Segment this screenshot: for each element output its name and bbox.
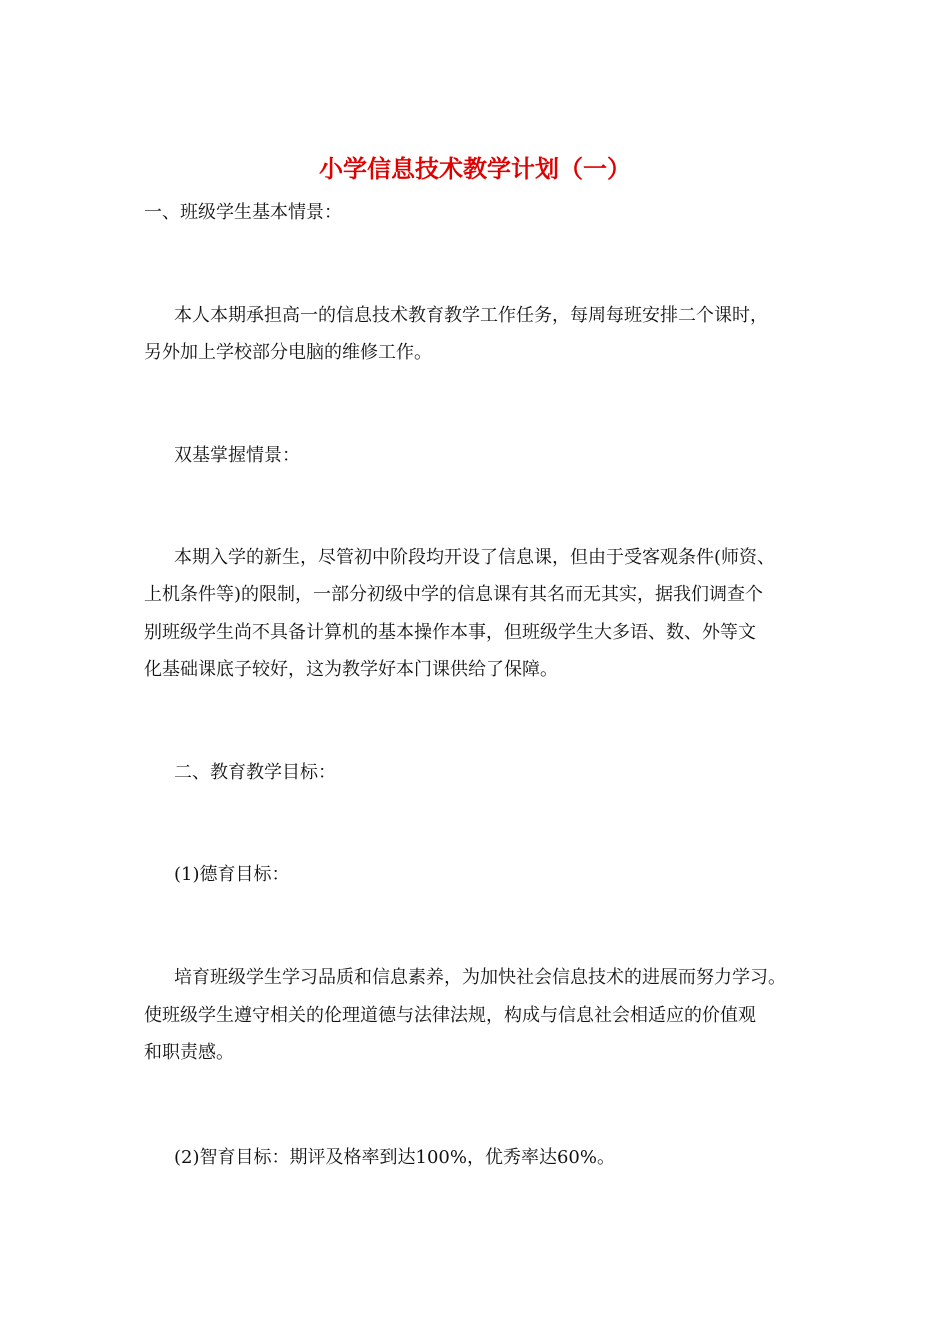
- paragraph-line: 别班级学生尚不具备计算机的基本操作本事，但班级学生大多语、数、外等文: [144, 622, 756, 643]
- paragraph-line: 培育班级学生学习品质和信息素养，为加快社会信息技术的进展而努力学习。: [174, 967, 786, 988]
- paragraph-line: 本期入学的新生，尽管初中阶段均开设了信息课，但由于受客观条件(师资、: [174, 547, 776, 568]
- paragraph-line: 和职责感。: [144, 1042, 234, 1063]
- paragraph-line: 化基础课底子较好，这为教学好本门课供给了保障。: [144, 659, 558, 680]
- goal-heading-moral: (1)德育目标：: [174, 864, 290, 885]
- document-title: 小学信息技术教学计划（一）: [319, 155, 631, 183]
- paragraph-line: 使班级学生遵守相关的伦理道德与法律法规，构成与信息社会相适应的价值观: [144, 1005, 756, 1026]
- paragraph-line: 上机条件等)的限制，一部分初级中学的信息课有其名而无其实，据我们调查个: [144, 584, 764, 605]
- paragraph-line: 本人本期承担高一的信息技术教育教学工作任务，每周每班安排二个课时，: [174, 305, 768, 326]
- paragraph-line: 另外加上学校部分电脑的维修工作。: [144, 342, 432, 363]
- goal-heading-intellectual: (2)智育目标：期评及格率到达100%，优秀率达60%。: [174, 1147, 615, 1168]
- section-heading-class-situation: 一、班级学生基本情景：: [144, 202, 342, 223]
- section-heading-teaching-goals: 二、教育教学目标：: [174, 762, 336, 783]
- subheading-dual-basics: 双基掌握情景：: [174, 445, 300, 466]
